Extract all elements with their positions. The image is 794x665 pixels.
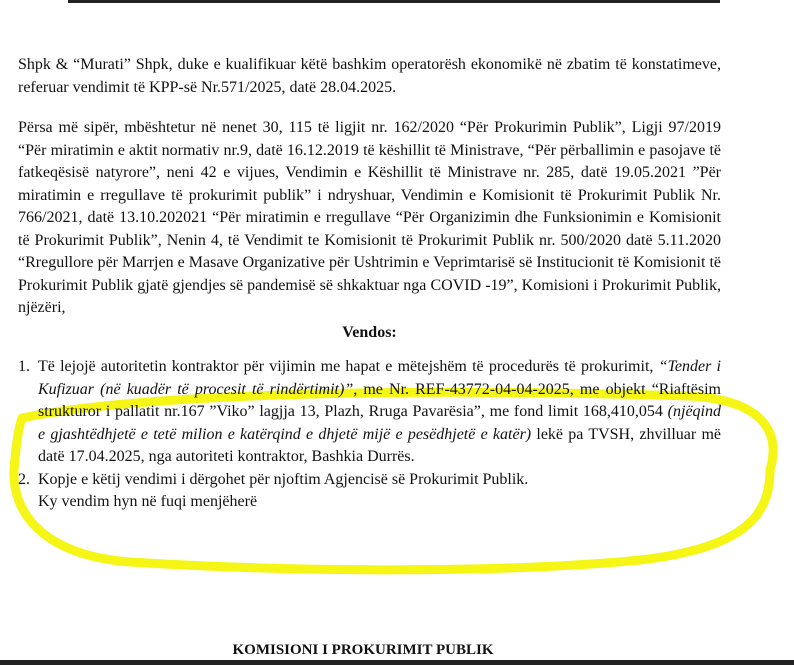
top-page-rule — [68, 0, 720, 3]
decision-item-1-procedure-type: “Tender i Kufizuar (në kuadër të procesit të rindërtimit)”, — [38, 358, 721, 398]
decision-list — [18, 356, 721, 491]
decision-item-1-text-e: lekë pa TVSH, zhvilluar më datë 17.04.2025, nga autoriteti kontraktor, Bashkia Durrës. — [38, 425, 722, 465]
signature-block: KOMISIONI I PROKURIMIT PUBLIK — [232, 642, 494, 658]
bottom-page-rule — [0, 660, 794, 665]
decision-item-1 — [18, 356, 721, 469]
decision-item-1-text-c: me Nr. REF-43772-04-04-2025, me objekt “Riaftësim strukturor i pallatit nr.167 ”Viko” lagjja 13, Plazh, Rruga Pavarësia”, me fond limit 168,410,054 — [38, 380, 721, 420]
decision-item-1-number: 1. — [18, 358, 30, 375]
decision-item-2-text: Kopje e këtij vendimi i dërgohet për njoftim Agjencisë së Prokurimit Publik. — [38, 470, 529, 488]
document-body — [18, 54, 721, 514]
closing-line: Ky vendim hyn në fuqi menjëherë — [38, 493, 258, 510]
decision-item-1-amount-words: (njëqind e gjashtëdhjetë e tetë milion e katërqind e dhjetë mijë e pesëdhjetë e katër) — [38, 403, 721, 443]
paragraph-1: Shpk & “Murati” Shpk, duke e kualifikuar këtë bashkim operatorësh ekonomikë në zbatim të konstatimeve, referuar vendimit të KPP-së Nr.571/2025, datë 28.04.2025. — [18, 56, 721, 96]
decision-heading: Vendos: — [342, 323, 397, 341]
decision-item-2 — [18, 469, 721, 492]
decision-item-1-text-a: Të lejojë autoritetin kontraktor për vijimin me hapat e mëtejshëm të procedurës të prokurimit, — [38, 358, 659, 375]
decision-item-2-number: 2. — [18, 470, 30, 488]
paragraph-2: Përsa më sipër, mbështetur në nenet 30, 115 të ligjit nr. 162/2020 “Për Prokurimin Publik”, Ligji 97/2019 “Për miratimin e aktit normativ nr.9, datë 16.12.2019 të këshillit të Ministrave, “Për përballimin e pasojave të fatkeqësisë natyrore”, neni 42 e vijues, Vendimin e Këshillit të Ministrave nr. 285, datë 19.05.2021 ”Për miratimin e rregullave të prokurimit publik” i ndryshuar, Vendimin e Komisionit të Prokurimit Publik Nr. 766/2021, datë 13.10.202021 “Për miratimin e rregullave “Për Organizimin dhe Funksionimin e Komisionit të Prokurimit Publik”, Nenin 4, të Vendimit te Komisionit të Prokurimit Publik nr. 500/2020 datë 5.11.2020 “Rregullore për Marrjen e Masave Organizative për Ushtrimin e Veprimtarisë së Institucionit të Komisionit të Prokurimit Publik gjatë gjendjes së pandemisë së shkaktuar nga COVID -19”, Komisioni i Prokurimit Publik, njëzëri, — [18, 119, 721, 316]
